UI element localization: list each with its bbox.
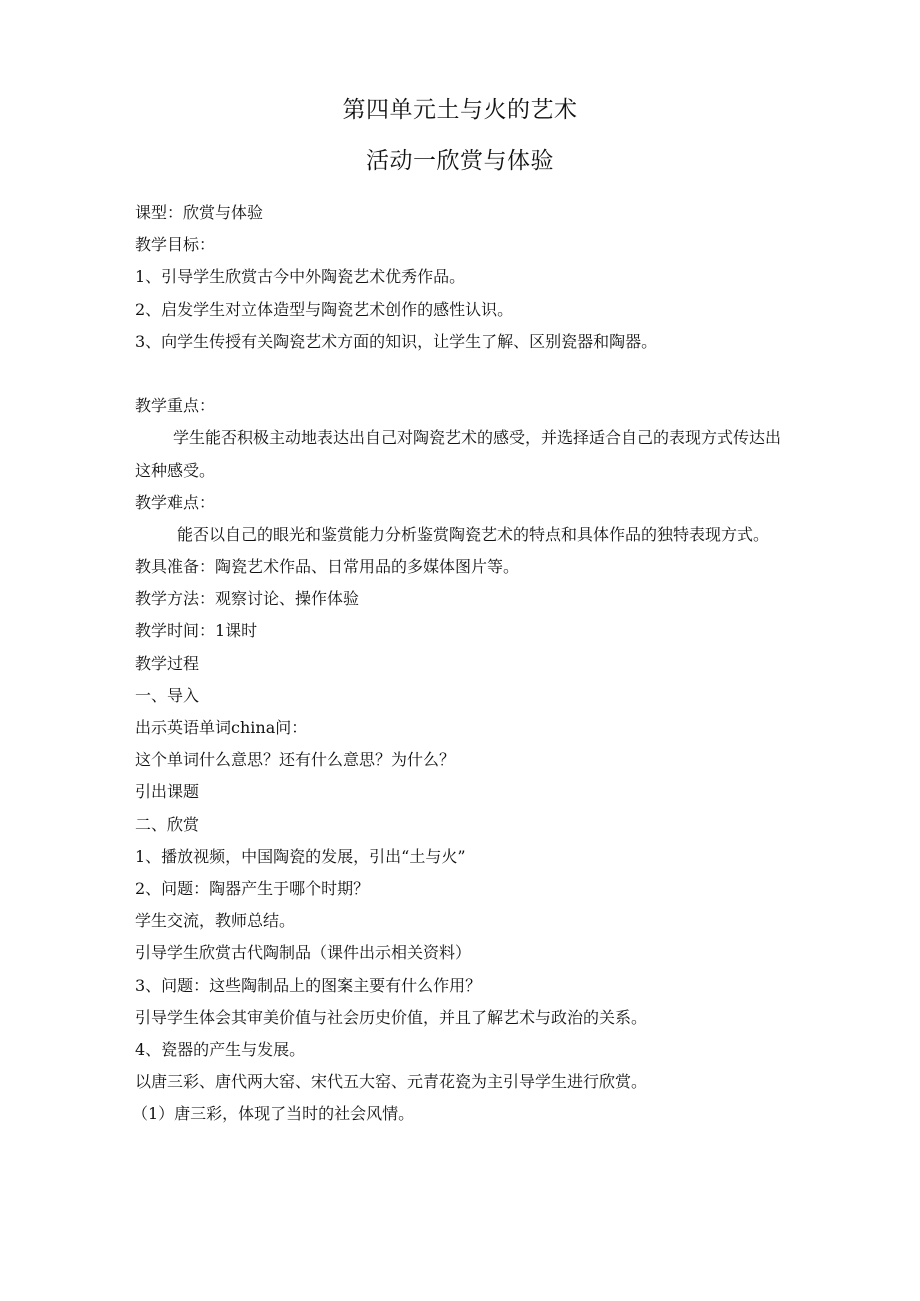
process-line: （1）唐三彩，体现了当时的社会风情。: [132, 1104, 415, 1124]
process-step-heading: 一、导入: [135, 685, 200, 705]
teaching-methods: 教学方法：观察讨论、操作体验: [135, 589, 360, 609]
process-line: 这个单词什么意思？还有什么意思？为什么？: [135, 750, 456, 770]
objective-item: 1、引导学生欣赏古今中外陶瓷艺术优秀作品。: [135, 267, 466, 287]
teaching-aids: 教具准备：陶瓷艺术作品、日常用品的多媒体图片等。: [135, 557, 520, 577]
process-line: 引出课题: [135, 782, 200, 802]
process-line: 学生交流，教师总结。: [135, 911, 296, 931]
process-line: 3、问题：这些陶制品上的图案主要有什么作用？: [135, 975, 482, 995]
key-points-paragraph: 学生能否积极主动地表达出自己对陶瓷艺术的感受，并选择适合自己的表现方式传达出这种感受。: [135, 428, 782, 480]
process-line: 4、瓷器的产生与发展。: [135, 1039, 306, 1059]
process-step-heading: 二、欣赏: [135, 814, 200, 834]
section-heading-key-points: 教学重点：: [135, 396, 216, 416]
section-heading-objectives: 教学目标：: [135, 235, 216, 255]
document-subtitle: 活动一欣赏与体验: [366, 148, 554, 174]
section-heading-process: 教学过程: [135, 653, 200, 673]
course-type: 课型：欣赏与体验: [135, 203, 264, 222]
process-line: 引导学生欣赏古代陶制品（课件出示相关资料）: [135, 943, 472, 963]
objective-item: 2、启发学生对立体造型与陶瓷艺术创作的感性认识。: [135, 299, 514, 319]
process-line: 1、播放视频，中国陶瓷的发展，引出“土与火”: [135, 846, 466, 866]
process-line: 2、问题：陶器产生于哪个时期？: [135, 878, 370, 898]
difficulties-paragraph: 能否以自己的眼光和鉴赏能力分析鉴赏陶瓷艺术的特点和具体作品的独特表现方式。: [177, 524, 770, 544]
blank-line: [135, 358, 785, 390]
section-heading-difficulties: 教学难点：: [135, 492, 216, 512]
document-title: 第四单元土与火的艺术: [342, 97, 578, 123]
document-body: [132, 197, 785, 1130]
process-line: 出示英语单词china问：: [135, 718, 308, 738]
objective-item: 3、向学生传授有关陶瓷艺术方面的知识，让学生了解、区别瓷器和陶器。: [135, 331, 658, 351]
process-line: 以唐三彩、唐代两大窑、宋代五大窑、元青花瓷为主引导学生进行欣赏。: [135, 1072, 648, 1092]
process-line: 引导学生体会其审美价值与社会历史价值，并且了解艺术与政治的关系。: [135, 1007, 648, 1027]
teaching-time: 教学时间：1课时: [135, 621, 258, 641]
